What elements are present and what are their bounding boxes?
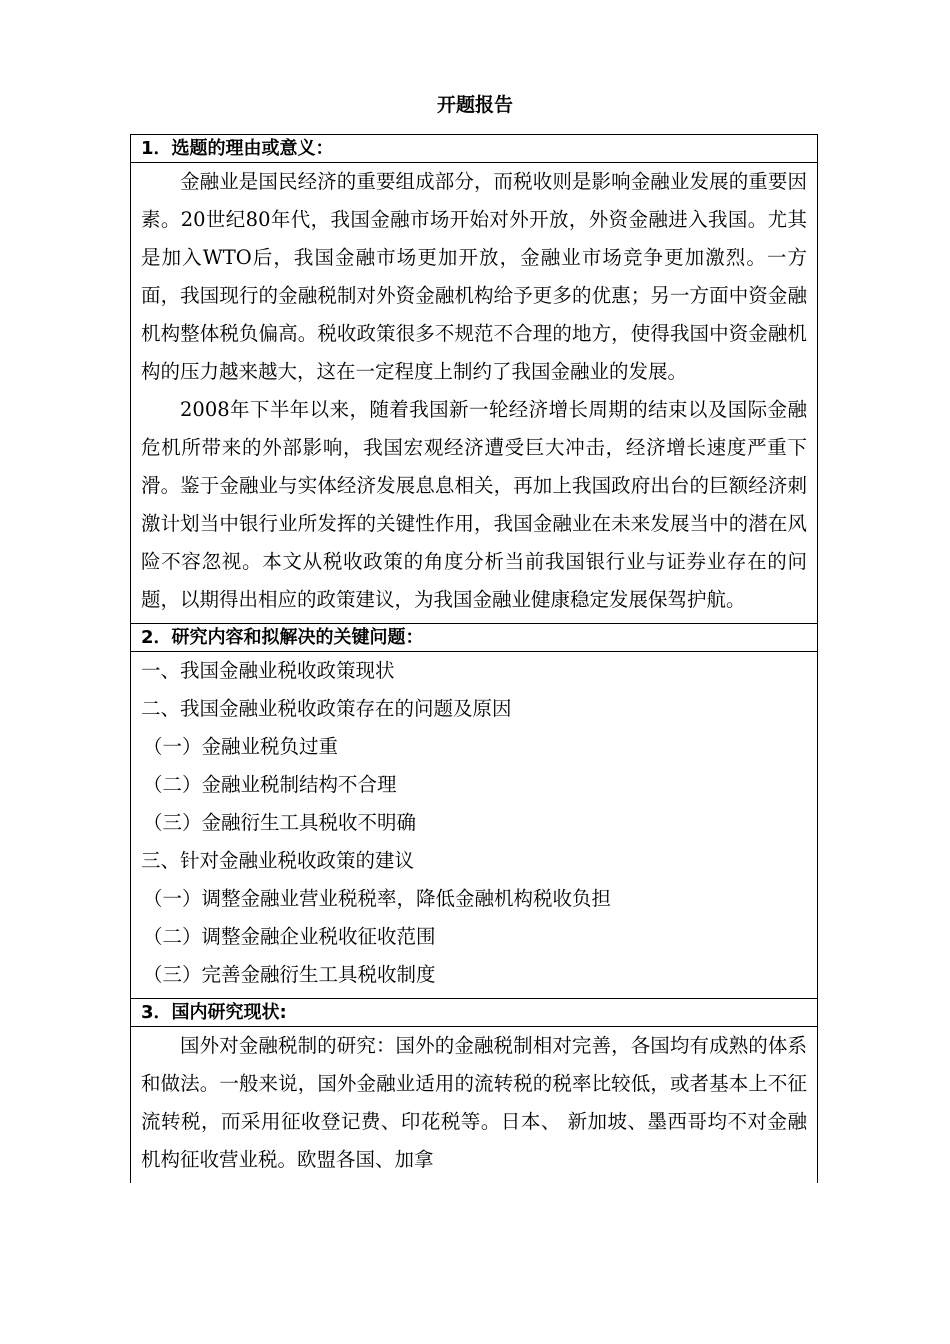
paragraph: 国外对金融税制的研究：国外的金融税制相对完善，各国均有成熟的体系和做法。一般来说，国外金融业适用的流转税的税率比较低，或者基本上不征流转税，而采用征收登记费、印花税等。日本、 新加坡、墨西哥均不对金融机构征收营业税。欧盟各国、加拿 xyxy=(141,1034,807,1171)
outline-subitem: （一）调整金融业营业税税率，降低金融机构税收负担 xyxy=(143,887,612,910)
outline-item: 一、我国金融业税收政策现状 xyxy=(141,659,395,682)
section-body xyxy=(131,163,817,624)
outline-item: 三、针对金融业税收政策的建议 xyxy=(141,849,415,872)
page-title: 开题报告 xyxy=(436,94,513,116)
outline-subitem: （三）金融衍生工具税收不明确 xyxy=(143,811,417,834)
report-table xyxy=(130,134,818,1183)
outline-item: 二、我国金融业税收政策存在的问题及原因 xyxy=(141,697,512,720)
section-heading: 1．选题的理由或意义： xyxy=(131,135,817,163)
outline-subitem: （二）调整金融企业税收征收范围 xyxy=(143,925,436,948)
paragraph: 金融业是国民经济的重要组成部分，而税收则是影响金融业发展的重要因素。20世纪80年代，我国金融市场开始对外开放，外资金融进入我国。尤其是加入WTO后，我国金融市场更加开放，金融业市场竞争更加激烈。一方面，我国现行的金融税制对外资金融机构给予更多的优惠；另一方面中资金融机构整体税负偏高。税收政策很多不规范不合理的地方，使得我国中资金融机构的压力越来越大，这在一定程度上制约了我国金融业的发展。 xyxy=(141,170,807,383)
section-heading: 2．研究内容和拟解决的关键问题： xyxy=(131,624,817,652)
section-body xyxy=(131,1027,817,1183)
section-heading: 3．国内研究现状: xyxy=(131,999,817,1027)
paragraph: 2008年下半年以来，随着我国新一轮经济增长周期的结束以及国际金融危机所带来的外部影响，我国宏观经济遭受巨大冲击，经济增长速度严重下滑。鉴于金融业与实体经济发展息息相关，再加上我国政府出台的巨额经济刺激计划当中银行业所发挥的关键性作用，我国金融业在未来发展当中的潜在风险不容忽视。本文从税收政策的角度分析当前我国银行业与证券业存在的问题，以期得出相应的政策建议，为我国金融业健康稳定发展保驾护航。 xyxy=(141,398,807,611)
outline-subitem: （三）完善金融衍生工具税收制度 xyxy=(143,963,436,986)
outline-subitem: （二）金融业税制结构不合理 xyxy=(143,773,397,796)
section-body xyxy=(131,652,817,999)
outline-subitem: （一）金融业税负过重 xyxy=(143,735,339,758)
